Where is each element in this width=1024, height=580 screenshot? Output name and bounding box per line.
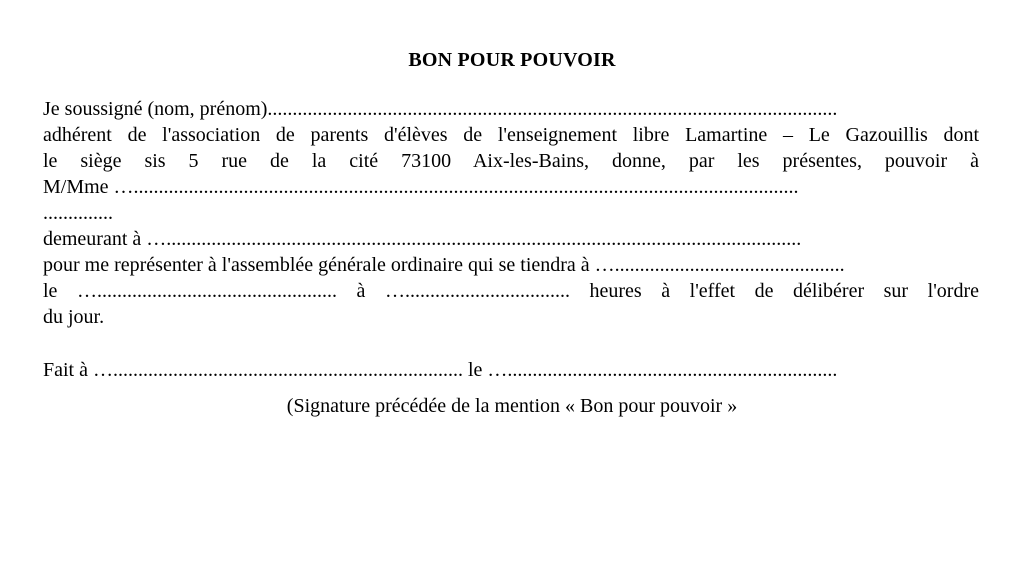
document-body bbox=[43, 96, 979, 383]
body-line-dots-continuation: .............. bbox=[43, 202, 113, 224]
signature-note: (Signature précédée de la mention « Bon pour pouvoir » bbox=[286, 395, 738, 417]
body-line-agenda: du jour. bbox=[43, 306, 105, 328]
body-line-date-time: le …................................................ à …................................. heures à l'effet de délibérer sur l'ordre bbox=[43, 280, 979, 302]
body-line-address: le siège sis 5 rue de la cité 73100 Aix-les-Bains, donne, par les présentes, pouvoir à bbox=[43, 150, 979, 172]
body-line-name: Je soussigné (nom, prénom).................................................................................................................. bbox=[43, 98, 838, 120]
body-line-member: adhérent de l'association de parents d'élèves de l'enseignement libre Lamartine – Le Gazouillis dont bbox=[43, 124, 979, 146]
body-line-assembly: pour me représenter à l'assemblée générale ordinaire qui se tiendra à ….............................................. bbox=[43, 254, 845, 276]
paragraph-spacer bbox=[43, 330, 979, 357]
body-line-proxy-name: M/Mme …..................................................................................................................................... bbox=[43, 176, 799, 198]
fait-a-line: Fait à …...................................................................... le ….................................................................. bbox=[43, 359, 838, 381]
document-title: BON POUR POUVOIR bbox=[408, 49, 616, 71]
body-line-residence: demeurant à …............................................................................................................................... bbox=[43, 228, 802, 250]
